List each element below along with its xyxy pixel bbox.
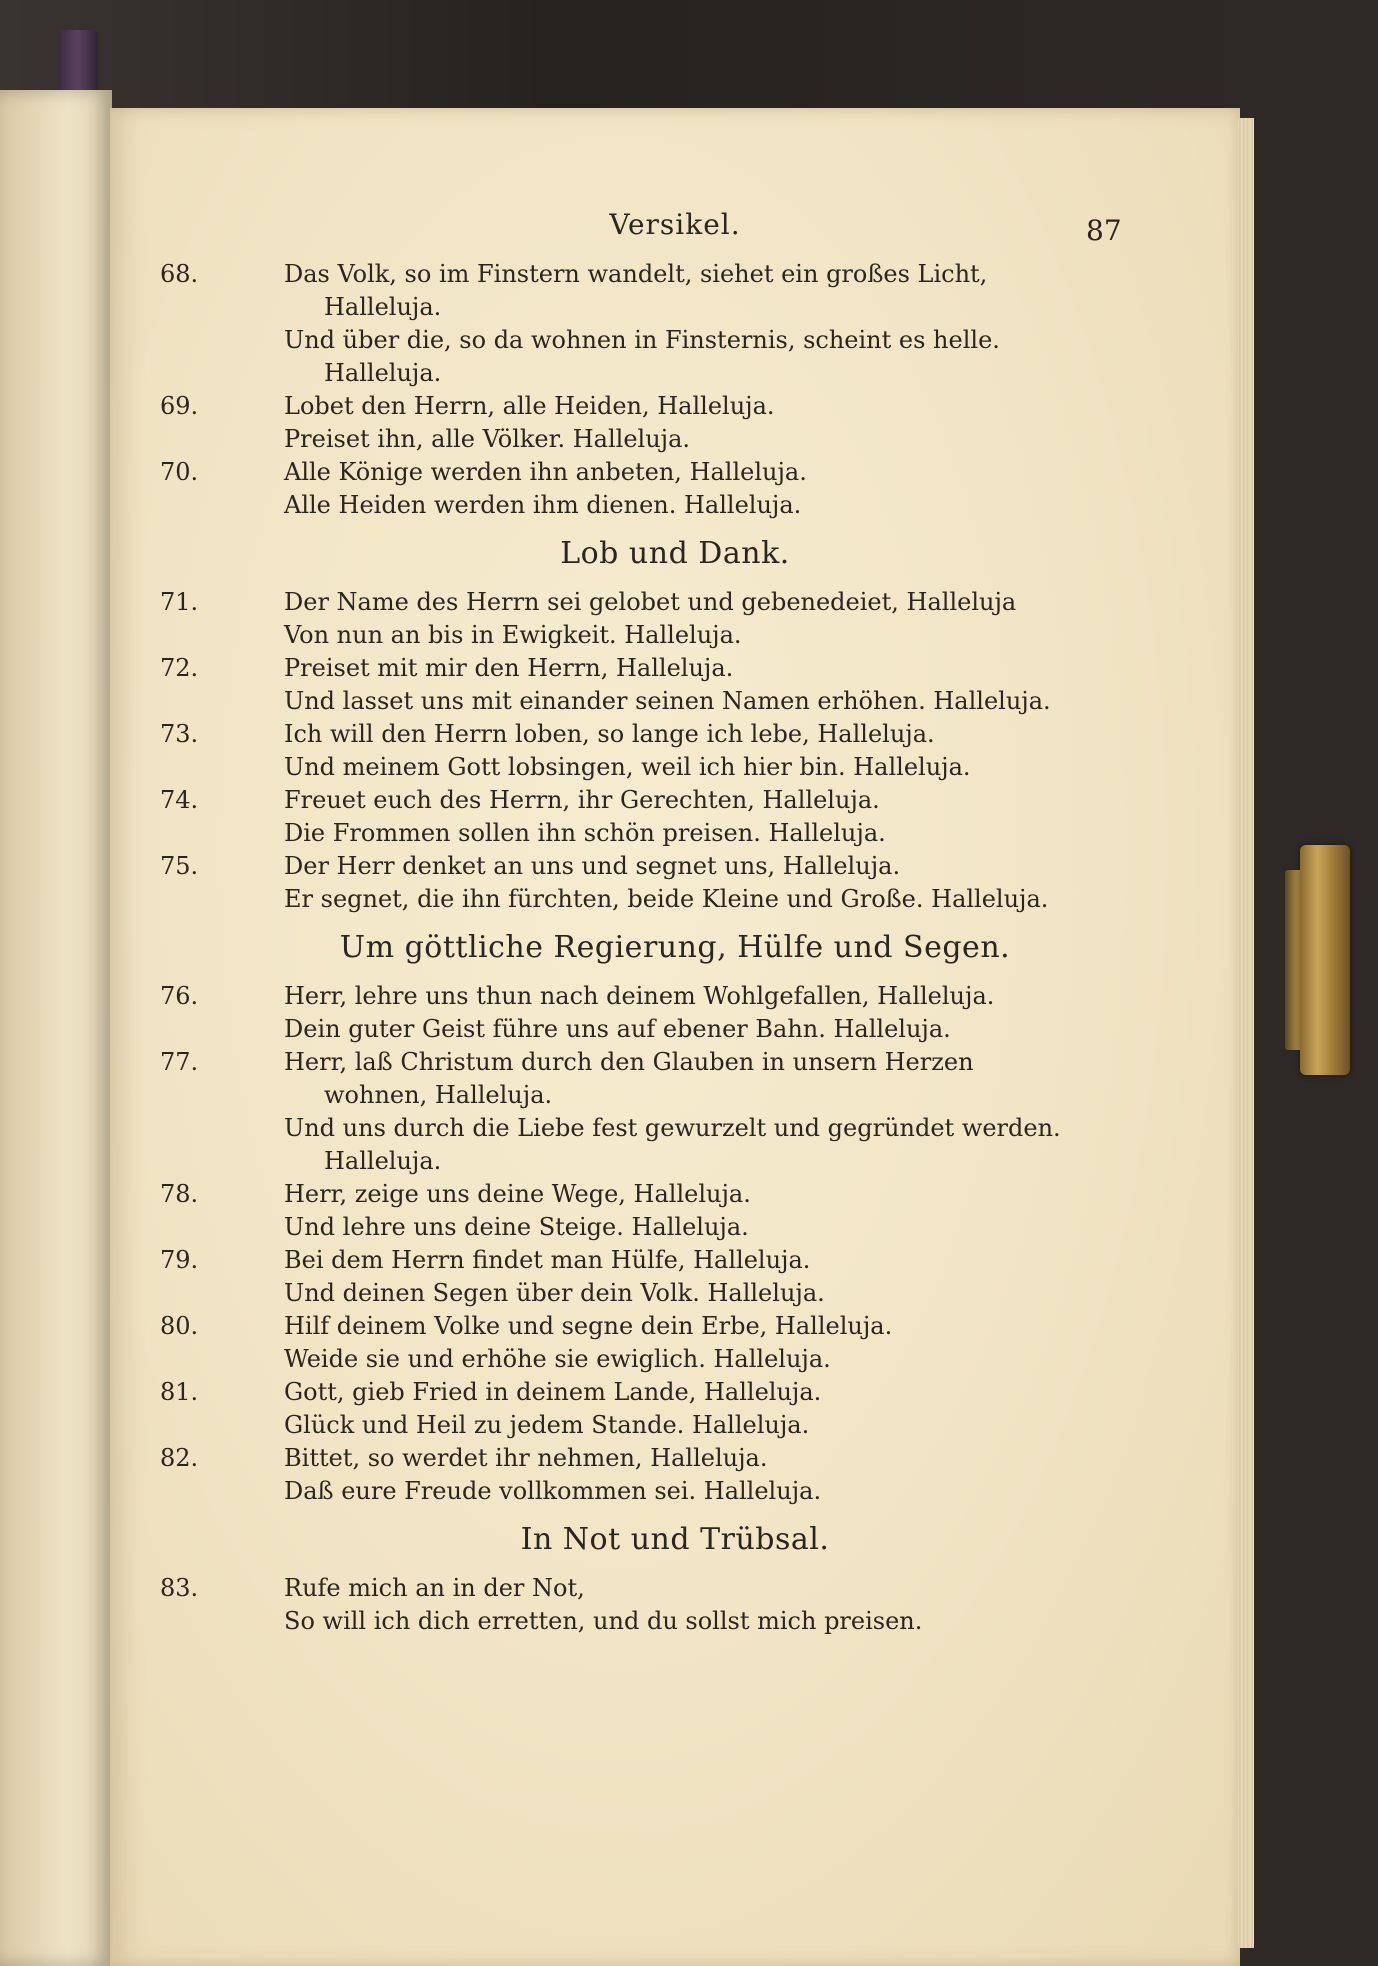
verse-line: Herr, lehre uns thun nach deinem Wohlgefallen, Halleluja. [284, 982, 995, 1010]
verse-line: Der Herr denket an uns und segnet uns, Halleluja. [284, 852, 901, 880]
verse-line: Gott, gieb Fried in deinem Lande, Halleluja. [284, 1378, 822, 1406]
verse-line: Bei dem Herrn findet man Hülfe, Halleluja. [284, 1246, 811, 1274]
verse-line: Rufe mich an in der Not, [284, 1574, 585, 1602]
verse-number: 83. [160, 1574, 199, 1602]
verse-number: 80. [160, 1312, 199, 1340]
verse-line: Dein guter Geist führe uns auf ebener Bahn. Halleluja. [284, 1015, 951, 1043]
verse-line: Und deinen Segen über dein Volk. Halleluja. [284, 1279, 825, 1307]
verse [110, 1442, 1240, 1508]
running-head: Versikel. [609, 208, 741, 241]
verse [110, 980, 1240, 1046]
section-heading: Lob und Dank. [560, 536, 790, 571]
verse-number: 72. [160, 654, 199, 682]
left-page [0, 90, 112, 1966]
verse [110, 1046, 1240, 1178]
verse-line: Preiset mit mir den Herrn, Halleluja. [284, 654, 734, 682]
verse-number: 76. [160, 982, 199, 1010]
verse-list [110, 258, 1240, 1638]
verse [110, 1178, 1240, 1244]
verse-number: 77. [160, 1048, 199, 1076]
verse [110, 718, 1240, 784]
verse-line: Und lasset uns mit einander seinen Namen erhöhen. Halleluja. [284, 687, 1051, 715]
verse-number: 73. [160, 720, 199, 748]
verse-line: Hilf deinem Volke und segne dein Erbe, Halleluja. [284, 1312, 893, 1340]
verse-number: 69. [160, 392, 199, 420]
verse-line: Und lehre uns deine Steige. Halleluja. [284, 1213, 749, 1241]
verse-line: So will ich dich erretten, und du sollst mich preisen. [284, 1607, 923, 1635]
verse-line: Weide sie und erhöhe sie ewiglich. Halleluja. [284, 1345, 831, 1373]
verse-line: Und uns durch die Liebe fest gewurzelt und gegründet werden. [284, 1114, 1061, 1142]
verse [110, 586, 1240, 652]
verse [110, 258, 1240, 390]
verse [110, 850, 1240, 916]
verse-line: Halleluja. [324, 1147, 442, 1175]
verse-line: Herr, laß Christum durch den Glauben in unsern Herzen [284, 1048, 974, 1076]
verse-line: Die Frommen sollen ihn schön preisen. Halleluja. [284, 819, 886, 847]
page-number: 87 [1086, 214, 1122, 247]
verse-line: Glück und Heil zu jedem Stande. Halleluja. [284, 1411, 810, 1439]
verse-line: Der Name des Herrn sei gelobet und gebenedeiet, Halleluja [284, 588, 1017, 616]
verse-number: 71. [160, 588, 199, 616]
verse-line: Alle Heiden werden ihm dienen. Halleluja. [284, 491, 802, 519]
verse-line: Daß eure Freude vollkommen sei. Halleluja. [284, 1477, 822, 1505]
verse-line: Das Volk, so im Finstern wandelt, siehet ein großes Licht, [284, 260, 988, 288]
verse-line: Bittet, so werdet ihr nehmen, Halleluja. [284, 1444, 768, 1472]
section-heading: Um göttliche Regierung, Hülfe und Segen. [339, 930, 1011, 965]
verse-line: wohnen, Halleluja. [324, 1081, 553, 1109]
verse-number: 74. [160, 786, 199, 814]
verse [110, 784, 1240, 850]
verse-number: 75. [160, 852, 199, 880]
verse-line: Halleluja. [324, 293, 442, 321]
verse-line: Herr, zeige uns deine Wege, Halleluja. [284, 1180, 751, 1208]
verse-line: Und über die, so da wohnen in Finsternis, scheint es helle. [284, 326, 1000, 354]
verse-number: 68. [160, 260, 199, 288]
verse-number: 82. [160, 1444, 199, 1472]
verse [110, 456, 1240, 522]
verse-line: Ich will den Herrn loben, so lange ich lebe, Halleluja. [284, 720, 935, 748]
verse-line: Freuet euch des Herrn, ihr Gerechten, Halleluja. [284, 786, 880, 814]
verse-number: 78. [160, 1180, 199, 1208]
verse-line: Er segnet, die ihn fürchten, beide Kleine und Große. Halleluja. [284, 885, 1049, 913]
page-edges [1238, 118, 1254, 1948]
verse-line: Preiset ihn, alle Völker. Halleluja. [284, 425, 691, 453]
verse-line: Lobet den Herrn, alle Heiden, Halleluja. [284, 392, 775, 420]
verse-line: Halleluja. [324, 359, 442, 387]
verse [110, 652, 1240, 718]
verse-line: Und meinem Gott lobsingen, weil ich hier bin. Halleluja. [284, 753, 971, 781]
page-text [110, 108, 1240, 1966]
verse-number: 79. [160, 1246, 199, 1274]
verse [110, 390, 1240, 456]
verse [110, 1572, 1240, 1638]
verse [110, 1244, 1240, 1310]
verse [110, 1310, 1240, 1376]
verse [110, 1376, 1240, 1442]
book-clasp [1300, 845, 1350, 1075]
verse-line: Alle Könige werden ihn anbeten, Halleluja. [284, 458, 807, 486]
section-heading: In Not und Trübsal. [520, 1522, 830, 1557]
verse-number: 81. [160, 1378, 199, 1406]
verse-line: Von nun an bis in Ewigkeit. Halleluja. [284, 621, 742, 649]
verse-number: 70. [160, 458, 199, 486]
